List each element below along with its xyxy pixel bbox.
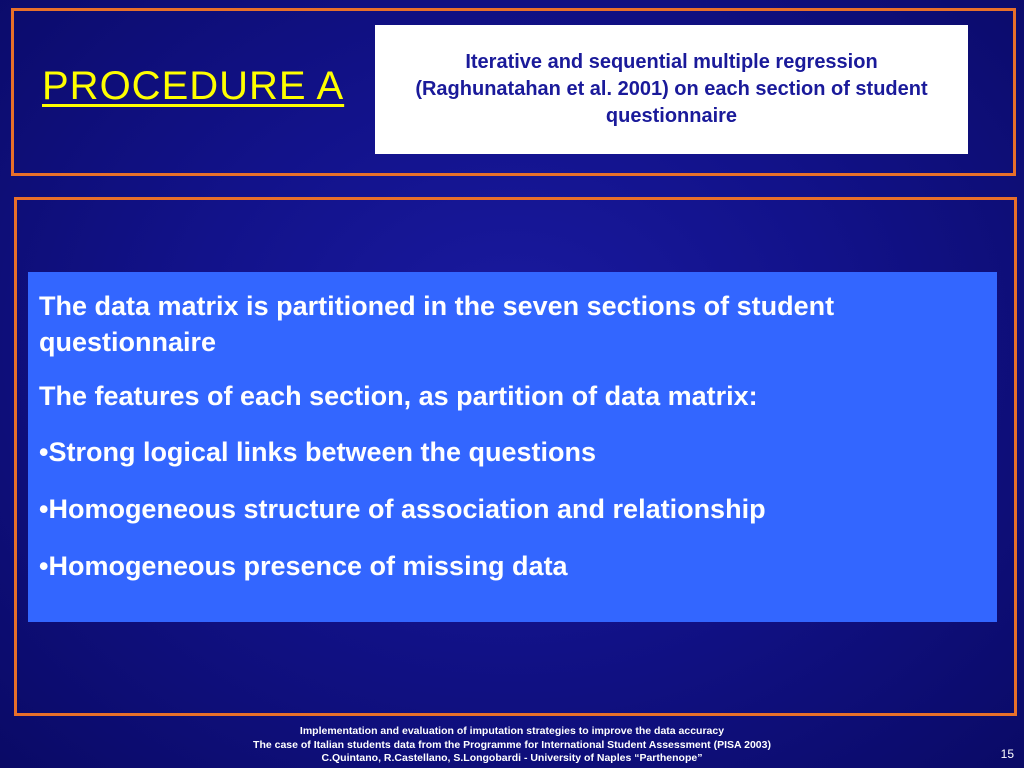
page-number: 15	[1000, 747, 1014, 761]
list-item: •Homogeneous presence of missing data	[39, 551, 568, 581]
footer	[0, 725, 1024, 766]
content-box	[28, 272, 997, 622]
list-item: •Strong logical links between the questions	[39, 437, 597, 467]
feature-list	[39, 434, 985, 584]
slide-title: PROCEDURE A	[42, 64, 345, 108]
list-item: •Homogeneous structure of association and relationship	[39, 494, 766, 524]
subtitle-box	[375, 25, 968, 154]
footer-line: C.Quintano, R.Castellano, S.Longobardi - University of Naples “Parthenope”	[321, 752, 703, 764]
footer-line: The case of Italian students data from the Programme for International Student Assessment (PISA 2003)	[253, 738, 771, 751]
paragraph-features: The features of each section, as partition of data matrix:	[39, 381, 758, 411]
footer-line: Implementation and evaluation of imputation strategies to improve the data accuracy	[299, 725, 725, 737]
subtitle-text: Iterative and sequential multiple regression (Raghunatahan et al. 2001) on each section of student questionnaire	[415, 51, 928, 127]
paragraph-partition: The data matrix is partitioned in the seven sections of student questionnaire	[39, 291, 835, 357]
